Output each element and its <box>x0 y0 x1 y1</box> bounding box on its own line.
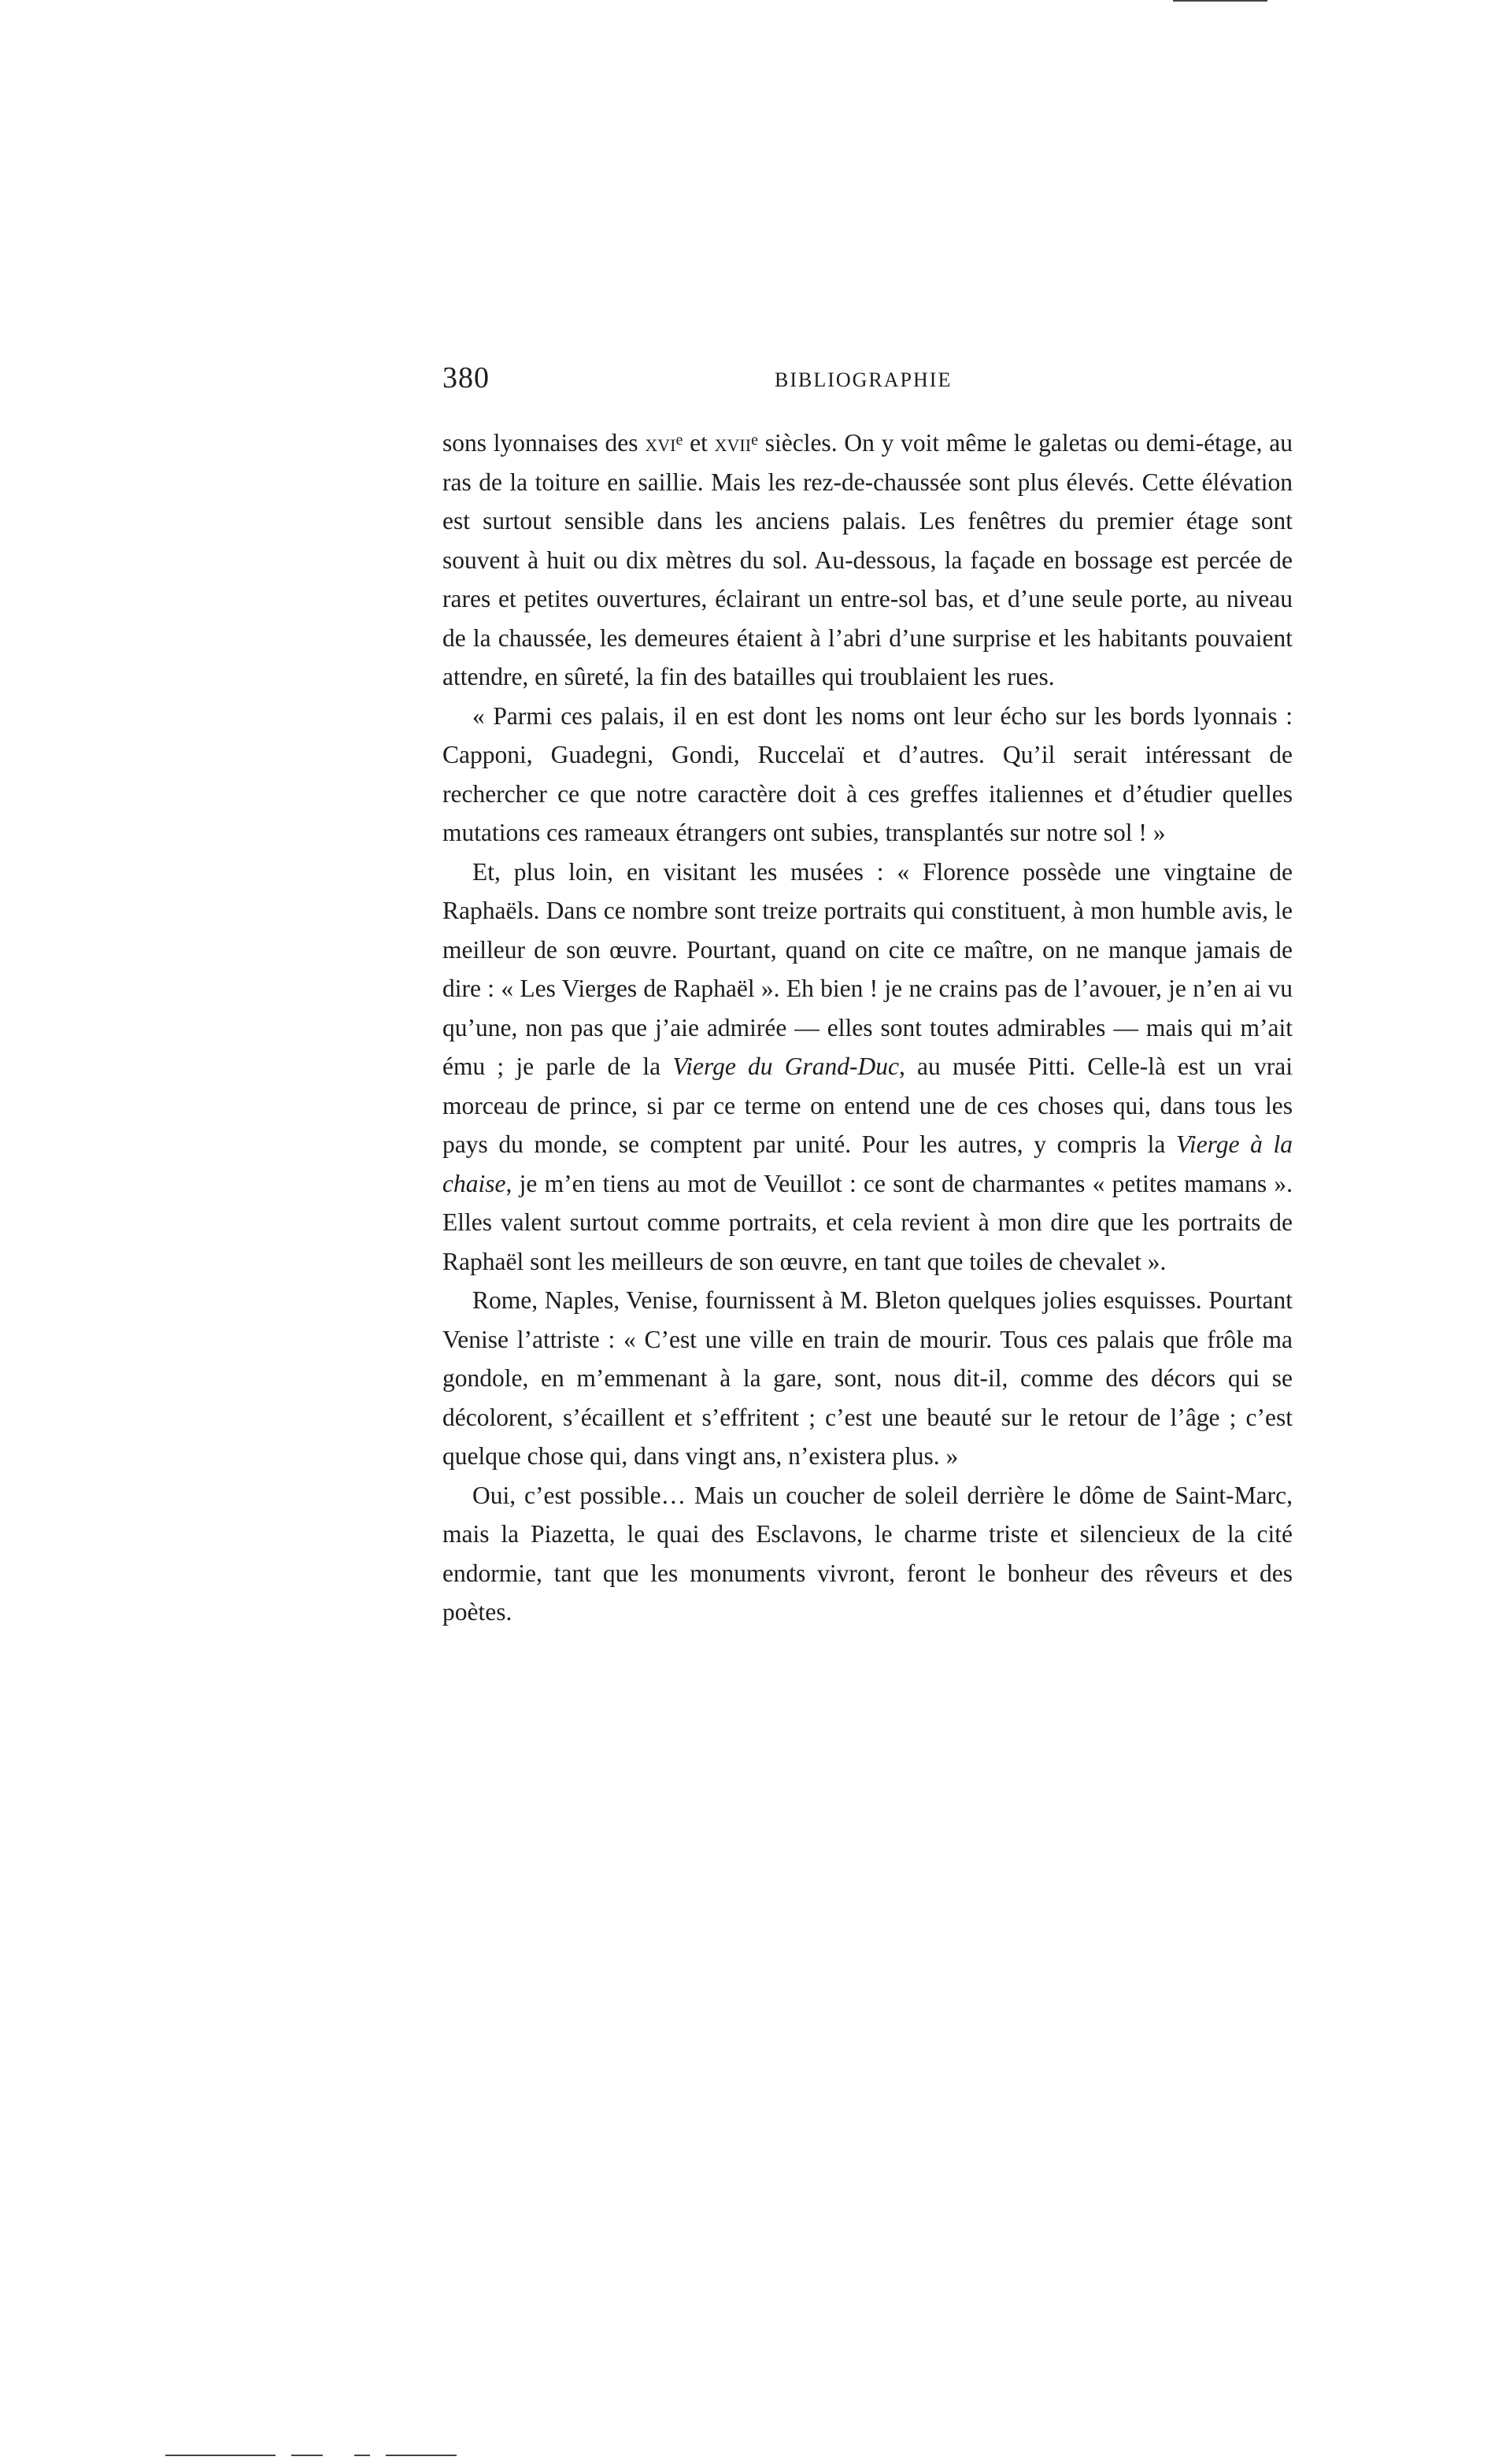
running-head: BIBLIOGRAPHIE <box>775 368 953 391</box>
scan-mark <box>386 2455 457 2456</box>
paragraph-text: Et, plus loin, en visitant les musées : « Florence possède une vingtaine de Raphaëls. Dans ce nombre sont treize portraits qui constituent, à mon humble avis, le meilleur de son œuvre. Pourtant, quand on cite ce maître, on ne manque jamais de dire : « Les Vierges de Raphaël ». Eh bien ! je ne crains pas de l’avouer, je n’en ai vu qu’une, non pas que j’aie admirée — elles sont toutes admirables — mais qui m’ait ému ; je parle de la <box>442 857 1293 1080</box>
paragraph-text: siècles. On y voit même le galetas ou demi-étage, au ras de la toiture en saillie. Mais les rez-de-chaussée sont plus élevés. Cette élévation est surtout sensible dans les anciens palais. Les fenêtres du premier étage sont souvent à huit ou dix mètres du sol. Au-dessous, la façade en bossage est percée de rares et petites ouvertures, éclairant un entre-sol bas, et d’une seule porte, au niveau de la chaussée, les demeures étaient à l’abri d’une surprise et les habitants pouvaient attendre, en sûreté, la fin des batailles qui troublaient les rues. <box>442 429 1293 690</box>
paragraph-4: Rome, Naples, Venise, fournissent à M. Bleton quelques jolies esquisses. Pourtant Venise l’attriste : « C’est une ville en train de mourir. Tous ces palais que frôle ma gondole, en m’emmenant à la gare, sont, nous dit-il, comme des décors qui se décolorent, s’écaillent et s’effritent ; c’est une beauté sur le retour de l’âge ; c’est quelque chose qui, dans vingt ans, n’existera plus. » <box>442 1286 1293 1470</box>
scan-mark <box>354 2455 370 2456</box>
superscript: e <box>675 431 683 449</box>
scan-mark <box>1173 0 1267 2</box>
paragraph-2: « Parmi ces palais, il en est dont les noms ont leur écho sur les bords lyonnais : Capponi, Guadegni, Gondi, Ruccelaï et d’autres. Qu’il serait intéressant de rechercher ce que notre caractère doit à ces greffes italiennes et d’étudier quelles mutations ces rameaux étrangers ont subies, transplantés sur notre sol ! » <box>442 701 1293 846</box>
page-header <box>442 361 976 400</box>
scan-mark <box>291 2455 323 2456</box>
artwork-title: Vierge à la chaise <box>442 1130 1293 1197</box>
paragraph-3 <box>442 853 1293 1282</box>
paragraph-1 <box>442 424 1293 697</box>
body-text <box>442 424 1293 1632</box>
superscript: e <box>751 431 758 449</box>
paragraph-text: , au musée Pitti. Celle-là est un vrai morceau de prince, si par ce terme on entend une de ces choses qui, dans tous les pays du monde, se comptent par unité. Pour les autres, y compris la <box>442 1053 1293 1158</box>
scan-mark <box>165 2455 276 2456</box>
paragraph-text: sons lyonnaises des <box>442 429 646 457</box>
page-number: 380 <box>442 361 490 394</box>
paragraph-text: et <box>683 429 715 457</box>
artwork-title: Vierge du Grand-Duc <box>672 1053 899 1080</box>
paragraph-5: Oui, c’est possible… Mais un coucher de soleil derrière le dôme de Saint-Marc, mais la Piazetta, le quai des Esclavons, le charme triste et silencieux de la cité endormie, tant que les monuments vivront, feront le bonheur des rêveurs et des poètes. <box>442 1481 1293 1626</box>
paragraph-text: , je m’en tiens au mot de Veuillot : ce sont de charmantes « petites mamans ». Elles valent surtout comme portraits, et cela revient à mon dire que les portraits de Raphaël sont les meilleurs de son œuvre, en tant que toiles de chevalet ». <box>442 1169 1293 1275</box>
century-numeral: xvi <box>645 429 676 457</box>
century-numeral: xvii <box>714 429 752 457</box>
